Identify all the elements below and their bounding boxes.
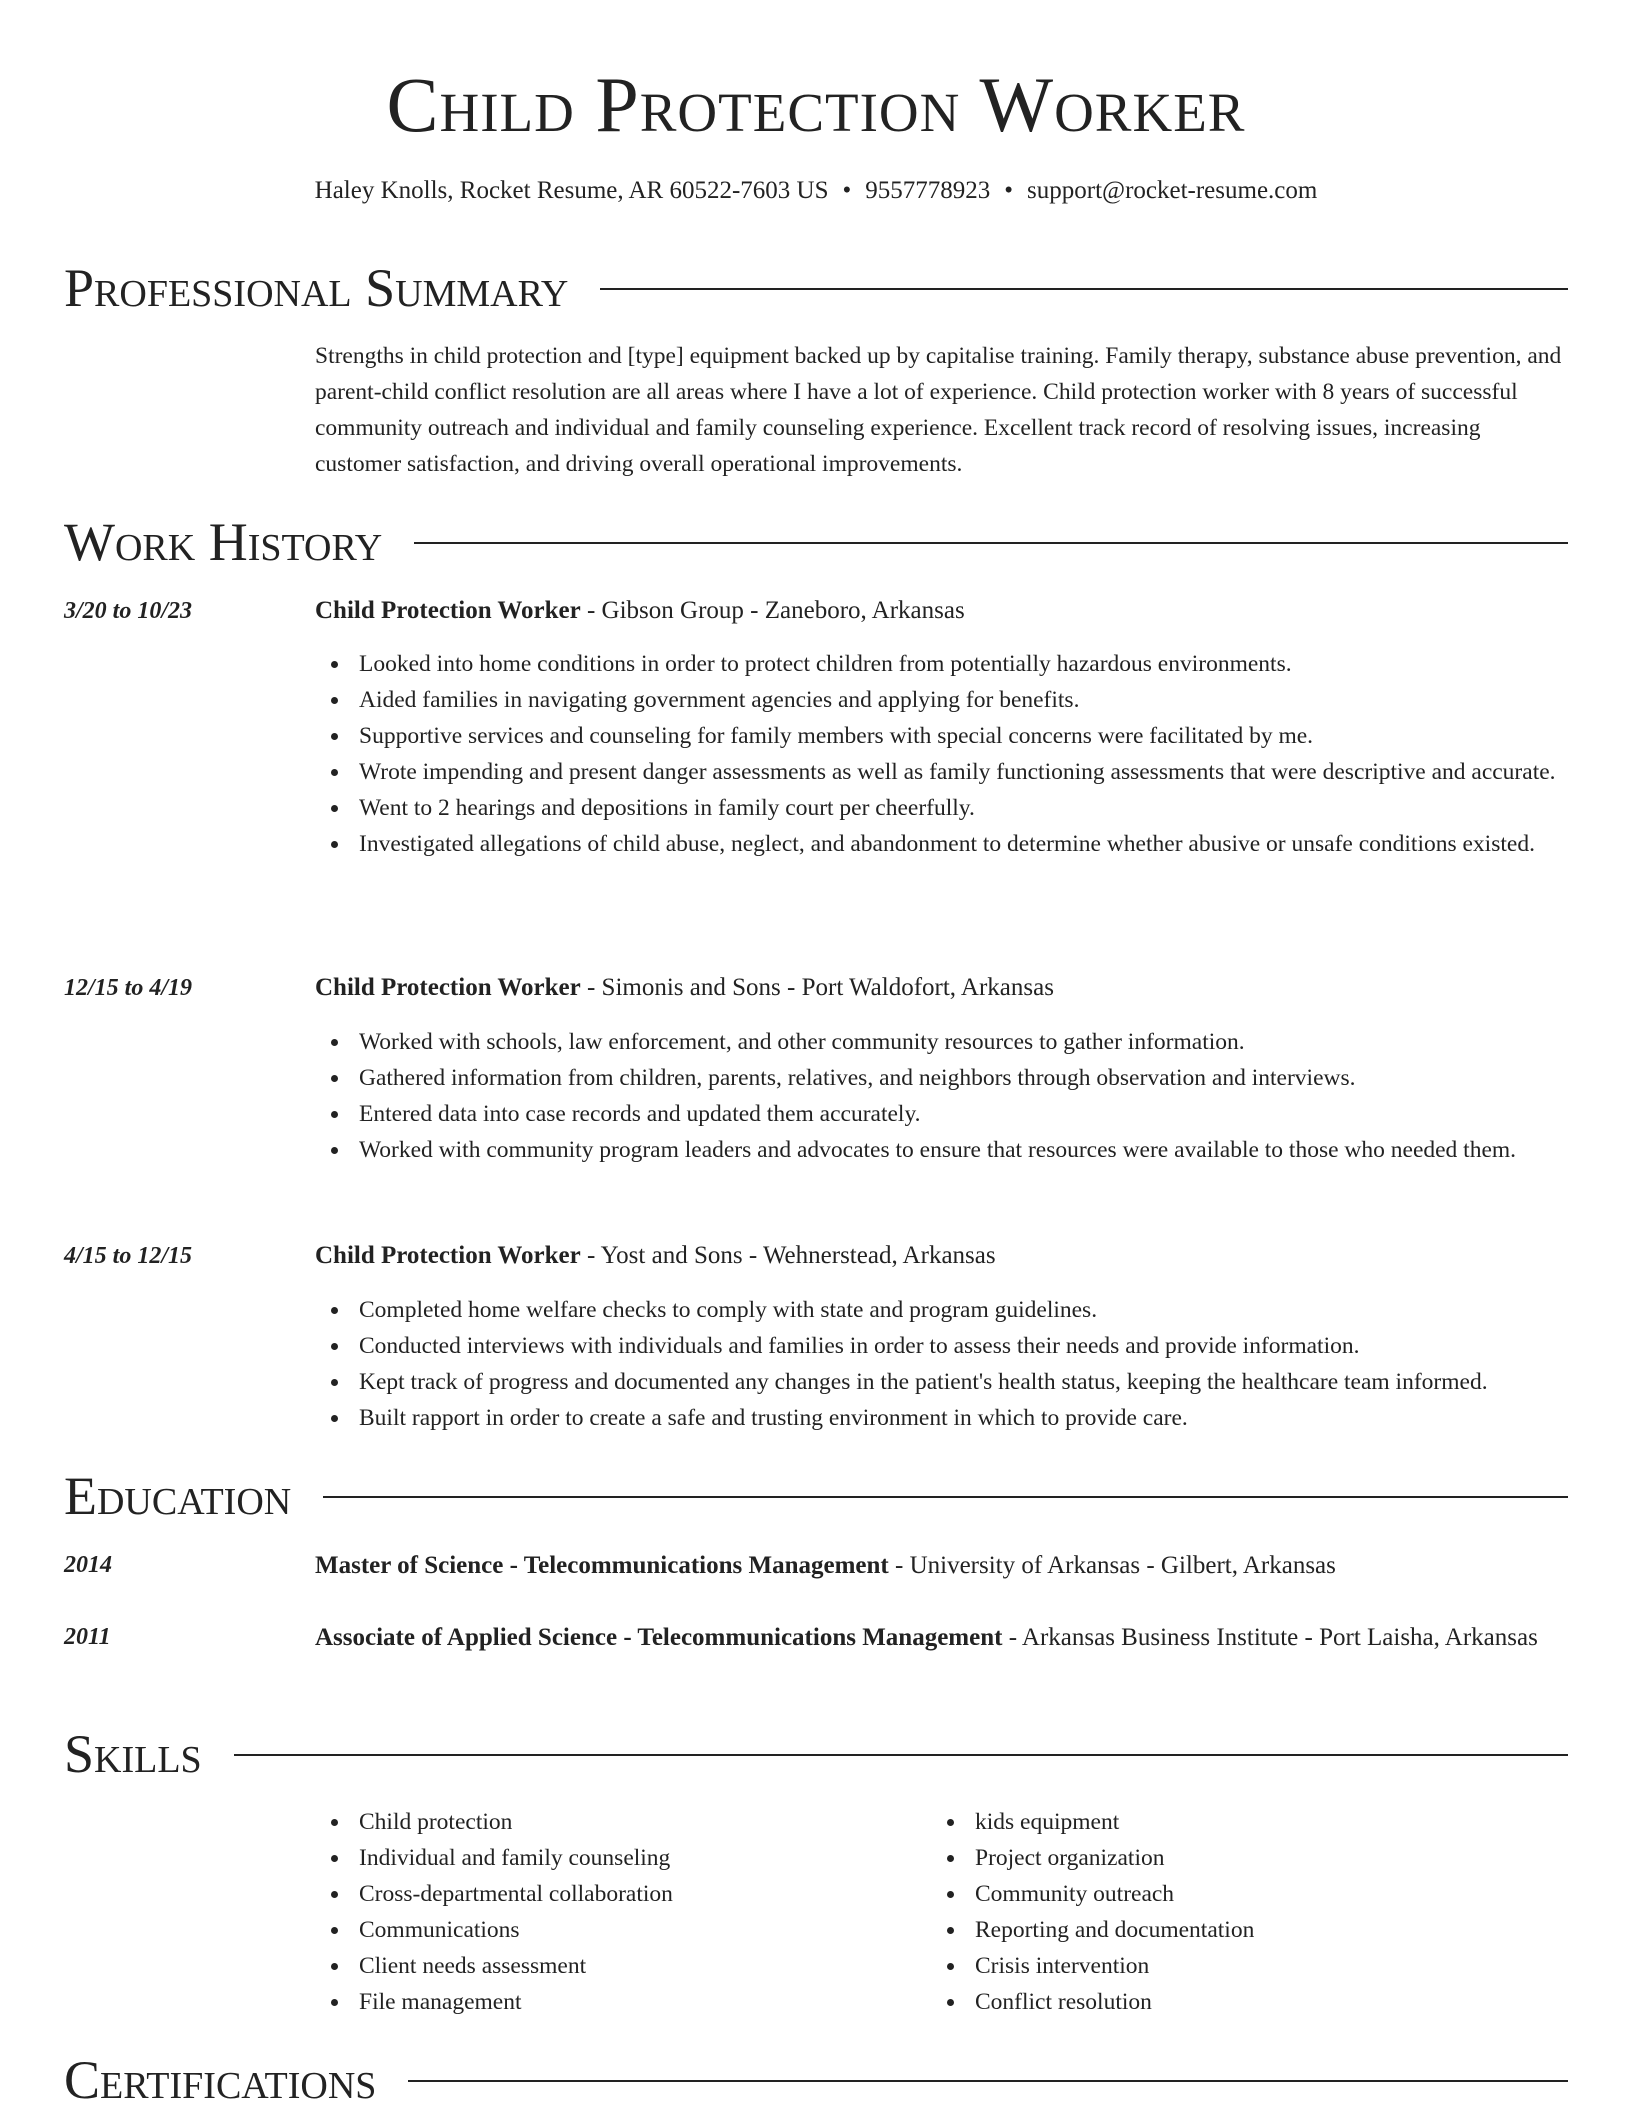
list-item: kids equipment bbox=[975, 1804, 1547, 1840]
list-item: Project organization bbox=[975, 1840, 1547, 1876]
list-item: Built rapport in order to create a safe and trusting environment in which to provide care. bbox=[359, 1400, 1568, 1436]
contact-address: Haley Knolls, Rocket Resume, AR 60522-7603 US bbox=[314, 177, 829, 204]
contact-email: support@rocket-resume.com bbox=[1027, 177, 1318, 204]
list-item: Conflict resolution bbox=[975, 1984, 1547, 2020]
list-item: Wrote impending and present danger assessments as well as family functioning assessments that were descriptive and accurate. bbox=[359, 754, 1568, 790]
list-item: Kept track of progress and documented any changes in the patient's health status, keeping the healthcare team informed. bbox=[359, 1364, 1568, 1400]
section-divider bbox=[408, 2080, 1568, 2082]
section-header-work-history bbox=[64, 510, 1568, 574]
job-bullets bbox=[315, 1292, 1568, 1436]
job-heading bbox=[315, 970, 1568, 1006]
section-header-skills bbox=[64, 1722, 1568, 1786]
job-employer: - Simonis and Sons - Port Waldofort, Arkansas bbox=[580, 974, 1054, 1001]
section-title: Education bbox=[64, 1466, 292, 1526]
skills-list bbox=[315, 1804, 1568, 2020]
job-heading bbox=[315, 593, 1568, 629]
degree-name: Associate of Applied Science - Telecommunications Management bbox=[315, 1624, 1003, 1651]
section-divider bbox=[234, 1754, 1568, 1756]
job-title: Child Protection Worker bbox=[315, 597, 581, 624]
list-item: Community outreach bbox=[975, 1876, 1547, 1912]
job-title: Child Protection Worker bbox=[315, 974, 581, 1001]
contact-separator: • bbox=[842, 177, 852, 204]
education-heading bbox=[315, 1619, 1568, 1657]
contact-separator: • bbox=[1004, 177, 1014, 204]
education-year: 2014 bbox=[64, 1552, 112, 1578]
list-item: Worked with schools, law enforcement, and other community resources to gather information. bbox=[359, 1024, 1568, 1060]
list-item: Gathered information from children, parents, relatives, and neighbors through observation and interviews. bbox=[359, 1060, 1568, 1096]
list-item: Went to 2 hearings and depositions in family court per cheerfully. bbox=[359, 790, 1568, 826]
job-bullets bbox=[315, 646, 1568, 862]
institution: - Arkansas Business Institute - Port Laisha, Arkansas bbox=[1002, 1624, 1538, 1651]
list-item: Crisis intervention bbox=[975, 1948, 1547, 1984]
list-item: Communications bbox=[359, 1912, 931, 1948]
list-item: Investigated allegations of child abuse, neglect, and abandonment to determine whether abusive or unsafe conditions existed. bbox=[359, 826, 1568, 862]
list-item: Supportive services and counseling for family members with special concerns were facilitated by me. bbox=[359, 718, 1568, 754]
list-item: Cross-departmental collaboration bbox=[359, 1876, 931, 1912]
institution: - University of Arkansas - Gilbert, Arkansas bbox=[888, 1552, 1336, 1579]
section-divider bbox=[323, 1496, 1568, 1498]
education-heading bbox=[315, 1547, 1568, 1585]
list-item: Entered data into case records and updated them accurately. bbox=[359, 1096, 1568, 1132]
job-employer: - Gibson Group - Zaneboro, Arkansas bbox=[580, 597, 965, 624]
section-title: Skills bbox=[64, 1724, 202, 1784]
section-divider bbox=[414, 542, 1568, 544]
degree-name: Master of Science - Telecommunications Management bbox=[315, 1552, 889, 1579]
job-title: Child Protection Worker bbox=[315, 1242, 581, 1269]
contact-line bbox=[0, 174, 1632, 208]
job-dates: 12/15 to 4/19 bbox=[64, 975, 193, 1001]
section-header-certifications bbox=[64, 2048, 1568, 2112]
summary-text: Strengths in child protection and [type] equipment backed up by capitalise training. Family therapy, substance abuse prevention, and parent-child conflict resolution are all areas where I have a lot of experience. Child protection worker with 8 years of successful community outreach and individual and family counseling experience. Excellent track record of resolving issues, increasing customer satisfaction, and driving overall operational improvements. bbox=[315, 343, 1562, 477]
resume-title: Child Protection Worker bbox=[386, 61, 1246, 148]
section-header-education bbox=[64, 1464, 1568, 1528]
section-header-summary bbox=[64, 256, 1568, 320]
list-item: Client needs assessment bbox=[359, 1948, 931, 1984]
job-dates: 4/15 to 12/15 bbox=[64, 1243, 193, 1269]
job-employer: - Yost and Sons - Wehnerstead, Arkansas bbox=[580, 1242, 996, 1269]
skills-column-right bbox=[931, 1804, 1547, 2020]
skills-column-left bbox=[315, 1804, 931, 2020]
list-item: Conducted interviews with individuals and families in order to assess their needs and provide information. bbox=[359, 1328, 1568, 1364]
job-heading bbox=[315, 1238, 1568, 1274]
section-title: Work History bbox=[64, 512, 383, 572]
list-item: Individual and family counseling bbox=[359, 1840, 931, 1876]
job-dates: 3/20 to 10/23 bbox=[64, 598, 193, 624]
list-item: Completed home welfare checks to comply with state and program guidelines. bbox=[359, 1292, 1568, 1328]
list-item: Looked into home conditions in order to protect children from potentially hazardous environments. bbox=[359, 646, 1568, 682]
section-divider bbox=[600, 288, 1568, 290]
section-title: Certifications bbox=[64, 2050, 377, 2110]
list-item: Reporting and documentation bbox=[975, 1912, 1547, 1948]
education-year: 2011 bbox=[64, 1624, 111, 1650]
list-item: Worked with community program leaders and advocates to ensure that resources were available to those who needed them. bbox=[359, 1132, 1568, 1168]
list-item: File management bbox=[359, 1984, 931, 2020]
list-item: Child protection bbox=[359, 1804, 931, 1840]
job-bullets bbox=[315, 1024, 1568, 1168]
section-title: Professional Summary bbox=[64, 258, 569, 318]
contact-phone: 9557778923 bbox=[865, 177, 991, 204]
list-item: Aided families in navigating government agencies and applying for benefits. bbox=[359, 682, 1568, 718]
